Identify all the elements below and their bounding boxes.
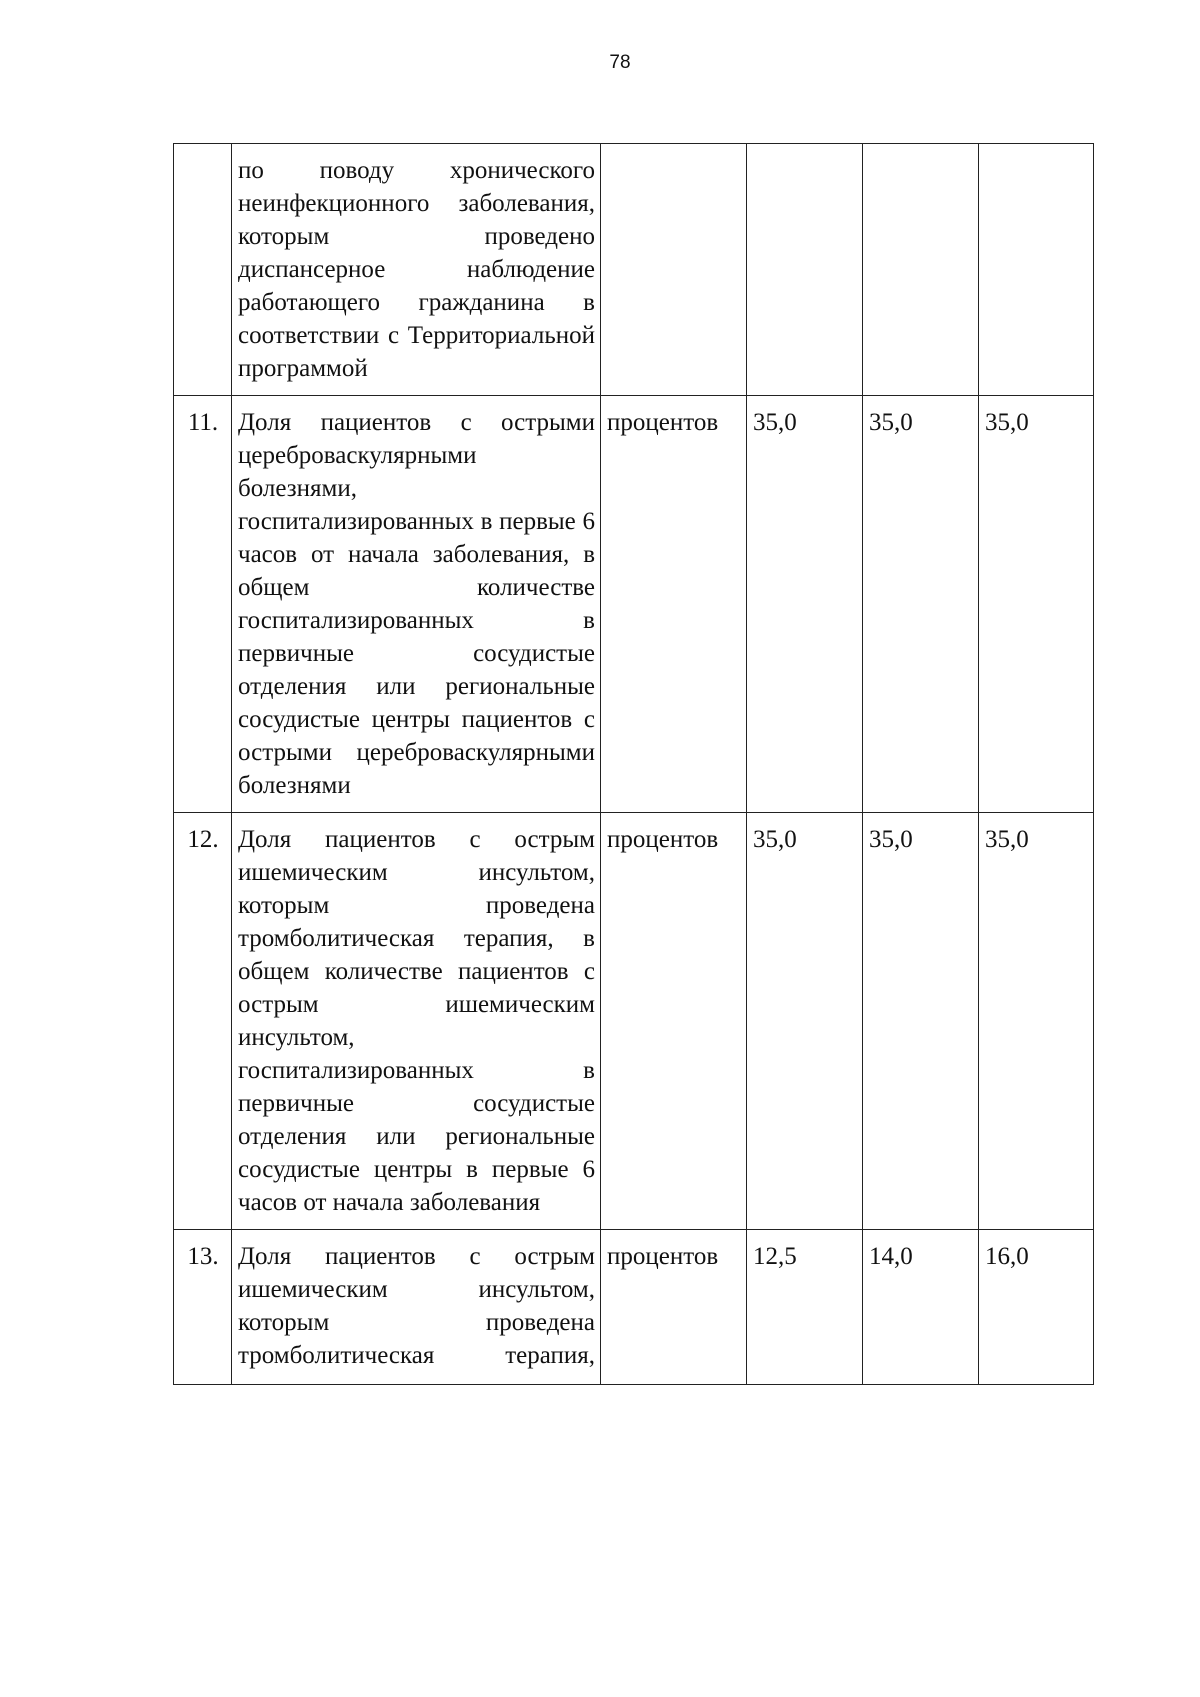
indicator-name: по поводу хронического неинфекционного заболевания, которым проведено диспансерное наблюдение работающего гражданина в соответствии с Территориальной программой bbox=[232, 144, 601, 396]
indicators-table bbox=[173, 143, 1094, 1385]
table-row bbox=[174, 144, 1094, 396]
value-cell-1: 35,0 bbox=[747, 396, 863, 813]
row-number bbox=[174, 144, 232, 396]
row-number: 12. bbox=[174, 813, 232, 1230]
row-number: 13. bbox=[174, 1230, 232, 1385]
indicator-name: Доля пациентов с острым ишемическим инсультом, которым проведена тромболитическая терапия, в общем количестве пациентов с острым ишемическим инсультом, госпитализированных в первичные сосудистые отделения или региональные сосудистые центры в первые 6 часов от начала заболевания bbox=[232, 813, 601, 1230]
value-cell-3: 16,0 bbox=[979, 1230, 1094, 1385]
indicator-name: Доля пациентов с острыми цереброваскулярными болезнями, госпитализированных в первые 6 часов от начала заболевания, в общем количестве госпитализированных в первичные сосудистые отделения или региональные сосудистые центры пациентов с острыми цереброваскулярными болезнями bbox=[232, 396, 601, 813]
value-cell-2 bbox=[863, 144, 979, 396]
unit-cell: процентов bbox=[601, 813, 747, 1230]
row-number: 11. bbox=[174, 396, 232, 813]
table-row bbox=[174, 813, 1094, 1230]
value-cell-3: 35,0 bbox=[979, 813, 1094, 1230]
unit-cell bbox=[601, 144, 747, 396]
unit-cell: процентов bbox=[601, 396, 747, 813]
value-cell-1: 35,0 bbox=[747, 813, 863, 1230]
value-cell-1 bbox=[747, 144, 863, 396]
value-cell-2: 14,0 bbox=[863, 1230, 979, 1385]
value-cell-2: 35,0 bbox=[863, 813, 979, 1230]
table-row bbox=[174, 1230, 1094, 1385]
indicator-name: Доля пациентов с острым ишемическим инсультом, которым проведена тромболитическая терапия, bbox=[232, 1230, 601, 1385]
page-number: 78 bbox=[609, 52, 631, 73]
value-cell-2: 35,0 bbox=[863, 396, 979, 813]
value-cell-1: 12,5 bbox=[747, 1230, 863, 1385]
value-cell-3 bbox=[979, 144, 1094, 396]
unit-cell: процентов bbox=[601, 1230, 747, 1385]
value-cell-3: 35,0 bbox=[979, 396, 1094, 813]
table-row bbox=[174, 396, 1094, 813]
